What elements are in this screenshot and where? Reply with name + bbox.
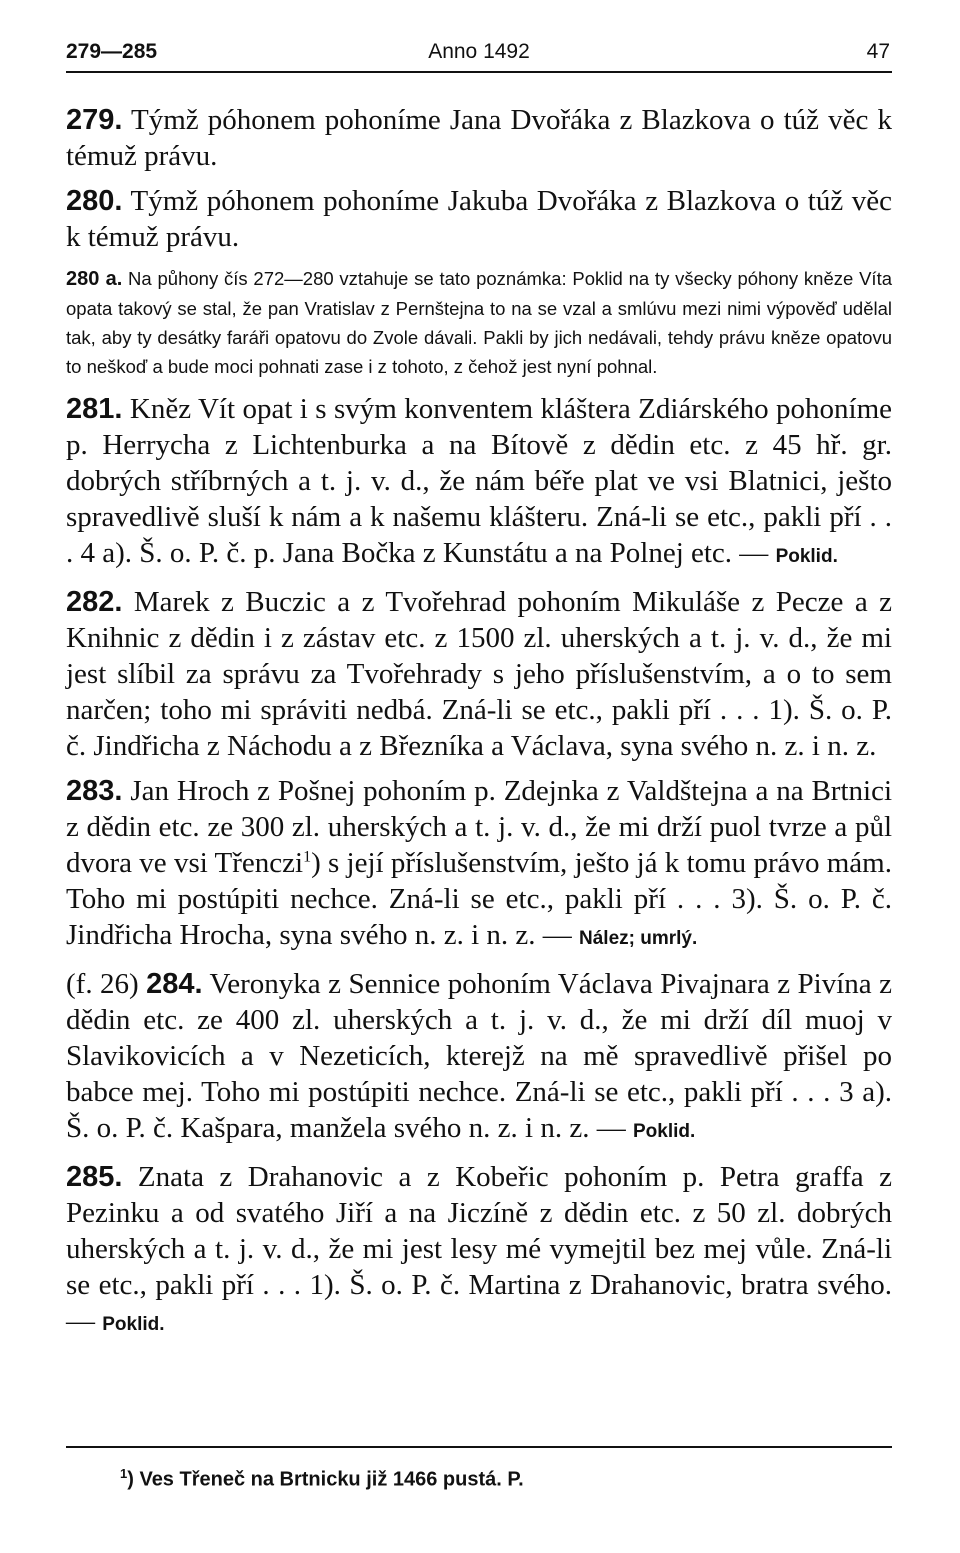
entry-281 [66,391,892,575]
entry-number: 285. [66,1161,123,1193]
entry-text: Kněz Vít opat i s svým konventem kláštera Zdiárského pohoníme p. Herrycha z Lichtenburka a na Bítově z dědin etc. z 45 hř. gr. dobrých stříbrných a t. j. v. d., že nám béře plat ve vsi Blatnici, ješto spravedlivě sluší k nám a k našemu klášteru. Zná-li se etc., pakli pří . . . 4 a). Š. o. P. č. p. Jana Bočka z Kunstátu a na Polnej etc. — [66,393,892,569]
entry-280a-note [66,264,892,381]
entry-number: 280 a. [66,268,123,290]
footnote [120,1466,524,1492]
folio-ref: (f. 26) [66,968,147,1000]
entry-text: Veronyka z Sennice pohoním Václava Pivajnara z Pivína z dědin etc. ze 400 zl. uherských a t. j. v. d., že mi drží díl muoj v Slavikovicích a v Nezeticích, kterejž na mě spravedlivě přišel po babce mej. Toho mi postúpiti nechce. Zná-li se etc., pakli pří . . . 3 a). Š. o. P. č. Kašpara, manžela svého n. z. i n. z. — [66,968,892,1144]
entry-number: 281. [66,393,123,425]
entry-text: Jan Hroch z Pošnej pohoním p. Zdejnka z Valdštejna a na Brtnici z dědin etc. ze 300 zl. uherských a t. j. v. d., že mi drží puol tvrze a půl dvora ve vsi Třenczi [66,775,892,879]
footnote-rule [66,1446,892,1448]
entry-text-continued: ) s její příslušenstvím, ješto já k tomu právo mám. Toho mi postúpiti nechce. Zná-li se etc., pakli pří . . . 3). Š. o. P. č. Jindřicha Hrocha, syna svého n. z. i n. z. — [66,847,892,951]
entry-282 [66,584,892,764]
footnote-ref: 1 [303,848,312,866]
entry-283 [66,773,892,957]
entry-number: 283. [66,775,123,807]
entry-outcome: Nález; umrlý. [579,928,698,949]
entry-text: Marek z Buczic a z Tvořehrad pohoním Mikuláše z Pecze a z Knihnic z dědin i z zástav etc. z 1500 zl. uherských a t. j. v. d., že mi jest slíbil za správu za Tvořehrady s jeho příslušenstvím, a o to sem narčen; toho mi správiti nedbá. Zná-li se etc., pakli pří . . . 1). Š. o. P. č. Jindřicha z Náchodu a z Březníka a Václava, syna svého n. z. i n. z. [66,586,892,762]
entry-text: Znata z Drahanovic a z Kobeřic pohoním p. Petra graffa z Pezinku a od svatého Jiří a na Jiczíně z dědin etc. z 50 zl. dobrých uherských a t. j. v. d., že mi jest lesy mé vymejtil bez mej vůle. Zná-li se etc., pakli pří . . . 1). Š. o. P. č. Martina z Drahanovic, bratra svého. — [66,1161,892,1337]
running-header [66,38,892,72]
entry-outcome: Poklid. [775,546,838,567]
entry-list [66,102,892,1352]
entry-280 [66,183,892,255]
entry-text: Týmž póhonem pohoníme Jana Dvořáka z Blazkova o túž věc k témuž právu. [66,104,892,172]
page-number: 47 [866,40,890,63]
header-rule [66,71,892,73]
footnote-text: ) Ves Třeneč na Brtnicku již 1466 pustá. P. [127,1468,524,1491]
entry-284 [66,966,892,1150]
entry-number: 282. [66,586,123,618]
entry-outcome: Poklid. [632,1121,696,1142]
footnote-marker: 1 [120,1466,128,1481]
entry-number: 284. [146,968,203,1000]
entry-279 [66,102,892,174]
page-title: Anno 1492 [428,40,530,63]
entry-285 [66,1159,892,1343]
entry-number: 280. [66,185,123,217]
entry-range: 279—285 [66,40,158,63]
entry-outcome: Poklid. [102,1314,165,1335]
entry-text: Týmž póhonem pohoníme Jakuba Dvořáka z Blazkova o túž věc k témuž právu. [66,185,892,253]
entry-text: Na půhony čís 272—280 vztahuje se tato poznámka: Poklid na ty všecky póhony kněze Víta opata takový se stal, že pan Vratislav z Pernštejna to na se vzal a smlúvu mezi nimi výpověď udělal tak, aby ty desátky faráři opatovu do Zvole dávali. Pakli by jich nedávali, tehdy právu kněze opatovu to neškoď a bude moci pohnati zase i z tohoto, z čehož jest nyní pohnal. [66,268,892,377]
entry-number: 279. [66,104,123,136]
document-page [66,38,892,1491]
